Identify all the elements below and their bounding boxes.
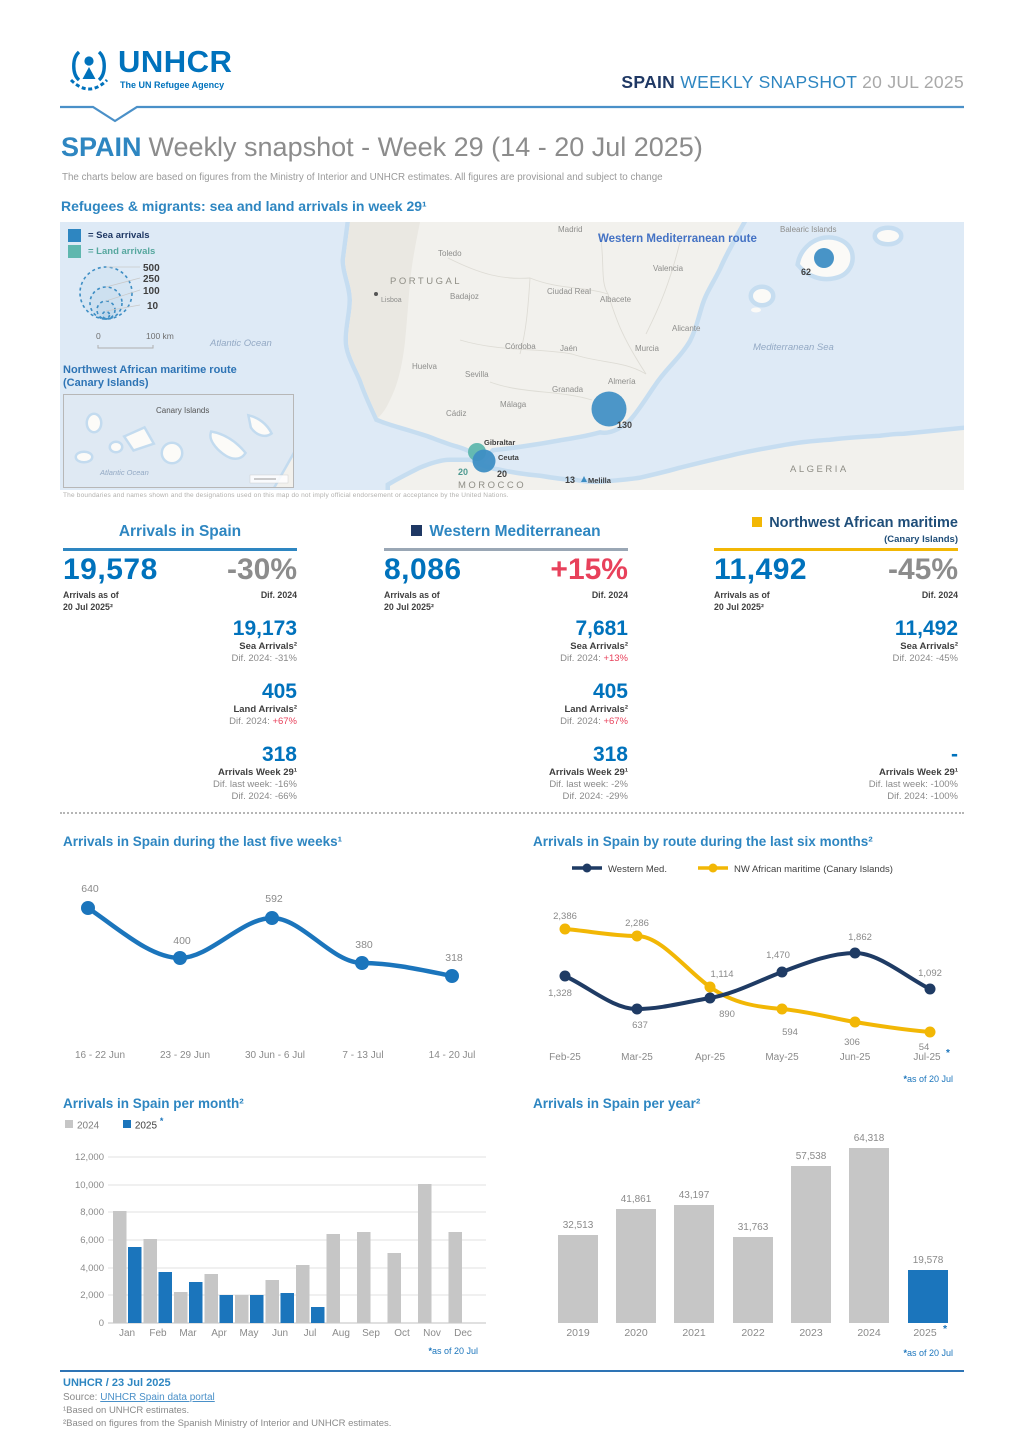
col2-dif-label: Dif. 2024 xyxy=(591,590,628,600)
map-label-badajoz: Badajoz xyxy=(450,292,479,301)
svg-text:10,000: 10,000 xyxy=(74,1180,104,1191)
legend-2024-label: 2024 xyxy=(77,1120,100,1132)
svg-text:1,470: 1,470 xyxy=(766,950,790,961)
map-label-balearic: Balearic Islands xyxy=(780,225,837,234)
col2-week-label: Arrivals Week 29¹ xyxy=(548,767,628,778)
per-year-x-labels xyxy=(566,1323,948,1339)
map-label-malaga: Málaga xyxy=(500,400,527,409)
map-label-melilla: Melilla xyxy=(588,476,611,485)
svg-text:4,000: 4,000 xyxy=(80,1263,104,1274)
col3-rule xyxy=(714,548,958,551)
map-heading: Refugees & migrants: sea and land arrivals in week 29¹ xyxy=(61,198,427,214)
per-month-footnote: *as of 20 Jul xyxy=(428,1346,478,1356)
stats-arrivals-in-spain xyxy=(63,515,297,815)
legend-nw-african: NW African maritime (Canary Islands) xyxy=(734,864,893,875)
map-label-alicante: Alicante xyxy=(672,324,701,333)
land-arrivals-swatch-icon xyxy=(68,245,81,258)
page-title xyxy=(61,132,703,163)
map-label-ciudad-real: Ciudad Real xyxy=(547,287,592,296)
col2-land-value: 405 xyxy=(592,680,628,703)
map-ibiza xyxy=(753,289,771,303)
svg-text:Sep: Sep xyxy=(362,1328,380,1339)
ceuta-land-count: 20 xyxy=(458,467,469,477)
svg-text:Oct: Oct xyxy=(394,1328,410,1339)
svg-text:57,538: 57,538 xyxy=(795,1151,827,1162)
col3-total: 11,492 xyxy=(714,553,808,586)
col2-sea-dif: Dif. 2024: +13% xyxy=(560,653,628,664)
svg-text:6,000: 6,000 xyxy=(80,1235,104,1246)
map-label-murcia: Murcia xyxy=(635,344,660,353)
legend-sea-row xyxy=(68,229,218,242)
col1-week-2024-dif: Dif. 2024: -66% xyxy=(231,791,297,802)
svg-text:41,861: 41,861 xyxy=(620,1194,652,1205)
footer-source xyxy=(63,1392,215,1403)
svg-text:1,114: 1,114 xyxy=(710,969,734,980)
lisboa-dot xyxy=(374,292,378,296)
per-year-chart-title: Arrivals in Spain per year² xyxy=(533,1096,701,1111)
unhcr-logo-tagline: The UN Refugee Agency xyxy=(120,80,225,90)
svg-text:592: 592 xyxy=(265,893,283,905)
svg-text:2,000: 2,000 xyxy=(80,1290,104,1301)
svg-text:2023: 2023 xyxy=(799,1327,823,1339)
svg-text:54: 54 xyxy=(918,1042,930,1053)
land-arrivals-label: = Land arrivals xyxy=(88,246,156,257)
svg-text:Apr: Apr xyxy=(211,1328,227,1339)
map-label-cadiz: Cádiz xyxy=(446,409,467,418)
legend-2025-asterisk: * xyxy=(159,1116,164,1126)
col2-asof-2: 20 Jul 2025² xyxy=(384,601,434,612)
svg-text:Aug: Aug xyxy=(332,1328,350,1339)
svg-text:32,513: 32,513 xyxy=(562,1220,594,1231)
legend-size-10: 10 xyxy=(147,301,159,312)
col3-substats xyxy=(714,618,958,803)
col1-sea-block xyxy=(63,618,297,665)
western-med-labels xyxy=(548,932,942,1031)
col1-substats xyxy=(63,618,297,803)
scale-bar-icon xyxy=(98,345,153,348)
col1-land-value: 405 xyxy=(261,680,297,703)
legend-size-500: 500 xyxy=(143,263,160,274)
svg-text:Mar-25: Mar-25 xyxy=(621,1052,653,1063)
five-weeks-chart-title: Arrivals in Spain during the last five weeks¹ xyxy=(63,834,343,849)
svg-text:14 - 20 Jul: 14 - 20 Jul xyxy=(428,1050,476,1061)
banner-label: WEEKLY SNAPSHOT xyxy=(680,72,857,92)
svg-text:43,197: 43,197 xyxy=(678,1190,710,1201)
svg-text:19,578: 19,578 xyxy=(912,1255,944,1266)
map-label-albacete: Albacete xyxy=(600,295,632,304)
svg-text:Feb-25: Feb-25 xyxy=(549,1052,581,1063)
bar-2025 xyxy=(908,1270,948,1323)
map-label-lisboa: Lisboa xyxy=(381,297,402,304)
col2-week-lastweek-dif: Dif. last week: -2% xyxy=(549,779,628,790)
col1-asof-1: Arrivals as of xyxy=(63,590,119,600)
col2-substats xyxy=(384,618,628,803)
balearic-sea-count: 62 xyxy=(801,267,812,277)
col3-week-label: Arrivals Week 29¹ xyxy=(878,767,958,778)
jul25-asterisk: * xyxy=(946,1048,950,1059)
map-label-algeria: ALGERIA xyxy=(790,464,849,475)
col2-sea-block xyxy=(384,618,628,665)
col2-dif: +15% xyxy=(550,553,628,586)
svg-text:Nov: Nov xyxy=(423,1328,441,1339)
svg-text:640: 640 xyxy=(81,883,99,895)
footer-source-link[interactable]: UNHCR Spain data portal xyxy=(100,1392,215,1403)
svg-text:0: 0 xyxy=(98,1318,104,1329)
map-label-atlantic: Atlantic Ocean xyxy=(210,338,272,349)
nw-african-line xyxy=(565,929,930,1032)
ceuta-sea-circle xyxy=(473,450,496,473)
col1-sea-dif: Dif. 2024: -31% xyxy=(231,653,297,664)
svg-text:Feb: Feb xyxy=(149,1328,167,1339)
six-months-line-chart xyxy=(530,856,970,1091)
col1-total-label xyxy=(63,590,119,613)
map-label-western-med-route: Western Mediterranean route xyxy=(598,233,757,245)
banner-date: 20 JUL 2025 xyxy=(862,72,964,92)
svg-text:Jun: Jun xyxy=(271,1328,289,1339)
svg-text:8,000: 8,000 xyxy=(80,1207,104,1218)
col3-dif-label: Dif. 2024 xyxy=(921,590,958,600)
col2-land-label: Land Arrivals² xyxy=(564,704,628,715)
map-label-valencia: Valencia xyxy=(653,264,684,273)
per-month-bar-chart xyxy=(60,1128,490,1363)
col1-week-value: 318 xyxy=(261,743,297,766)
unhcr-logo-wordmark: UNHCR xyxy=(118,44,233,79)
stats-nw-african-maritime xyxy=(714,515,958,815)
col2-week-2024-dif: Dif. 2024: -29% xyxy=(562,791,628,802)
scale-end: 100 km xyxy=(146,331,174,341)
svg-text:7 - 13 Jul: 7 - 13 Jul xyxy=(342,1050,384,1061)
per-month-x-labels xyxy=(119,1328,472,1339)
bars-years xyxy=(558,1148,948,1323)
col3-asof-1: Arrivals as of xyxy=(714,590,770,600)
svg-text:1,092: 1,092 xyxy=(918,968,942,979)
legend-size-250: 250 xyxy=(143,274,160,285)
footer-org-date: UNHCR / 23 Jul 2025 xyxy=(63,1377,171,1389)
svg-text:2021: 2021 xyxy=(682,1327,706,1339)
page-title-rest: Weekly snapshot - Week 29 (14 - 20 Jul 2025) xyxy=(148,132,703,162)
inset-heading-line2: (Canary Islands) xyxy=(63,377,149,389)
six-months-footnote: *as of 20 Jul xyxy=(903,1074,953,1084)
inset-label-atlantic: Atlantic Ocean xyxy=(100,468,149,477)
balearic-sea-circle xyxy=(814,248,834,268)
col3-dif: -45% xyxy=(887,553,958,586)
svg-text:31,763: 31,763 xyxy=(737,1222,769,1233)
col2-total-label xyxy=(384,590,440,613)
col3-sea-block xyxy=(714,618,958,665)
svg-text:Jun-25: Jun-25 xyxy=(839,1052,871,1063)
stats-western-mediterranean xyxy=(384,515,628,815)
sea-arrivals-label: = Sea arrivals xyxy=(88,230,150,241)
header-rule xyxy=(60,104,964,126)
col1-week-lastweek-dif: Dif. last week: -16% xyxy=(213,779,297,790)
scale-zero: 0 xyxy=(96,331,101,341)
col2-week-value: 318 xyxy=(592,743,628,766)
map-label-sevilla: Sevilla xyxy=(465,370,489,379)
col3-week-value: - xyxy=(951,743,958,766)
svg-text:2019: 2019 xyxy=(566,1327,590,1339)
nw-african-swatch-icon xyxy=(752,517,762,527)
nw-african-points xyxy=(560,924,936,1038)
header-banner xyxy=(621,72,964,93)
col3-subtitle: (Canary Islands) xyxy=(884,534,958,545)
svg-text:Apr-25: Apr-25 xyxy=(694,1052,726,1063)
arrivals-map xyxy=(60,222,964,490)
map-label-morocco: MOROCCO xyxy=(458,480,527,490)
per-month-y-labels xyxy=(75,1152,104,1329)
map-label-ceuta: Ceuta xyxy=(498,453,519,462)
svg-text:306: 306 xyxy=(844,1037,860,1048)
svg-text:380: 380 xyxy=(355,939,373,951)
col2-week-block xyxy=(384,744,628,803)
map-label-portugal: PORTUGAL xyxy=(390,276,463,287)
six-months-legend xyxy=(572,864,893,876)
six-months-chart-title: Arrivals in Spain by route during the last six months² xyxy=(533,834,873,849)
col2-asof-1: Arrivals as of xyxy=(384,590,440,600)
col1-week-label: Arrivals Week 29¹ xyxy=(217,767,297,778)
melilla-count: 13 xyxy=(565,475,576,485)
col2-land-dif: Dif. 2024: +67% xyxy=(560,716,628,727)
page-subtitle: The charts below are based on figures from the Ministry of Interior and UNHCR estimates. All figures are provisional and subject to change xyxy=(62,172,663,183)
section-divider xyxy=(60,812,964,814)
inset-heading xyxy=(63,364,237,390)
svg-text:Jan: Jan xyxy=(118,1328,136,1339)
western-med-swatch-icon xyxy=(411,525,422,536)
per-year-bar-chart xyxy=(530,1128,970,1363)
map-label-gibraltar: Gibraltar xyxy=(484,438,516,447)
map-label-madrid: Madrid xyxy=(558,225,583,234)
footer-rule xyxy=(60,1370,964,1372)
svg-text:2,286: 2,286 xyxy=(625,918,649,929)
map-label-mediterranean: Mediterranean Sea xyxy=(753,342,834,353)
col3-week-lastweek-dif: Dif. last week: -100% xyxy=(868,779,958,790)
svg-text:Jul-25: Jul-25 xyxy=(913,1052,941,1063)
map-label-cordoba: Córdoba xyxy=(505,342,536,351)
col3-sea-value: 11,492 xyxy=(894,617,958,640)
svg-text:Dec: Dec xyxy=(454,1328,472,1339)
canary-islands-inset xyxy=(63,394,294,488)
col2-land-block xyxy=(384,681,628,728)
svg-text:2020: 2020 xyxy=(624,1327,648,1339)
map-label-granada: Granada xyxy=(552,385,584,394)
legend-size-scale xyxy=(68,261,218,351)
col2-rule xyxy=(384,548,628,551)
svg-text:318: 318 xyxy=(445,952,463,964)
footer-source-label: Source: xyxy=(63,1392,101,1403)
per-month-chart-title: Arrivals in Spain per month² xyxy=(63,1096,244,1111)
map-label-huelva: Huelva xyxy=(412,362,437,371)
map-attribution: The boundaries and names shown and the designations used on this map do not imply official endorsement or acceptance by the United Nations. xyxy=(63,492,509,499)
inset-label-canary: Canary Islands xyxy=(156,406,210,415)
col1-sea-label: Sea Arrivals² xyxy=(239,641,297,652)
svg-text:2024: 2024 xyxy=(857,1327,881,1339)
svg-text:Jul: Jul xyxy=(303,1328,317,1339)
page-title-country: SPAIN xyxy=(61,132,142,162)
svg-text:890: 890 xyxy=(719,1009,735,1020)
col3-week-block xyxy=(714,744,958,803)
svg-text:2025: 2025 xyxy=(913,1327,937,1339)
col3-title: Northwest African maritime xyxy=(714,515,958,531)
col1-land-block xyxy=(63,681,297,728)
legend-western-med: Western Med. xyxy=(608,864,667,875)
map-label-almeria: Almería xyxy=(608,377,636,386)
legend-land-row xyxy=(68,245,218,258)
map-menorca xyxy=(877,230,899,242)
svg-text:30 Jun - 6 Jul: 30 Jun - 6 Jul xyxy=(244,1050,306,1061)
five-weeks-line-chart xyxy=(60,856,500,1066)
svg-text:12,000: 12,000 xyxy=(74,1152,104,1163)
col2-sea-value: 7,681 xyxy=(575,617,628,640)
ceuta-sea-count: 20 xyxy=(497,469,508,479)
almeria-sea-count: 130 xyxy=(617,420,633,430)
col3-spacer xyxy=(714,681,958,744)
col1-week-block xyxy=(63,744,297,803)
col1-asof-2: 20 Jul 2025² xyxy=(63,601,113,612)
col2-total: 8,086 xyxy=(384,553,462,586)
legend-2025-label: 2025 xyxy=(134,1120,158,1132)
svg-text:2,386: 2,386 xyxy=(553,911,577,922)
col1-dif-label: Dif. 2024 xyxy=(260,590,297,600)
five-weeks-x-labels xyxy=(75,1050,475,1061)
svg-text:May: May xyxy=(239,1328,259,1339)
svg-text:1,862: 1,862 xyxy=(848,932,872,943)
six-months-x-labels xyxy=(549,1048,950,1063)
col1-rule xyxy=(63,548,297,551)
col1-land-label: Land Arrivals² xyxy=(233,704,297,715)
col2-title: Western Mediterranean xyxy=(384,523,628,541)
col2-sea-label: Sea Arrivals² xyxy=(570,641,628,652)
svg-text:64,318: 64,318 xyxy=(853,1133,885,1144)
footer-note-1: ¹Based on UNHCR estimates. xyxy=(63,1405,190,1416)
col1-total: 19,578 xyxy=(63,553,158,586)
bars-2025 xyxy=(128,1247,325,1323)
map-label-jaen: Jaén xyxy=(560,344,578,353)
svg-text:16 - 22 Jun: 16 - 22 Jun xyxy=(74,1050,126,1061)
svg-text:594: 594 xyxy=(782,1027,798,1038)
inset-heading-line1: Northwest African maritime route xyxy=(63,364,237,376)
col1-land-dif: Dif. 2024: +67% xyxy=(229,716,297,727)
col1-title: Arrivals in Spain xyxy=(118,523,242,540)
svg-text:Mar: Mar xyxy=(179,1328,197,1339)
sea-arrivals-swatch-icon xyxy=(68,229,81,242)
svg-text:400: 400 xyxy=(173,935,191,947)
col3-week-2024-dif: Dif. 2024: -100% xyxy=(887,791,958,802)
per-year-footnote: *as of 20 Jul xyxy=(903,1348,953,1358)
map-legend xyxy=(68,226,218,356)
banner-country: SPAIN xyxy=(621,72,676,92)
map-label-toledo: Toledo xyxy=(438,249,462,258)
footer-note-2: ²Based on figures from the Spanish Ministry of Interior and UNHCR estimates. xyxy=(63,1418,392,1429)
svg-text:23 - 29 Jun: 23 - 29 Jun xyxy=(159,1050,211,1061)
col3-sea-label: Sea Arrivals² xyxy=(900,641,958,652)
unhcr-logo-icon xyxy=(63,44,115,107)
legend-size-100: 100 xyxy=(143,286,160,297)
western-med-line xyxy=(565,953,930,1009)
col3-sea-dif: Dif. 2024: -45% xyxy=(892,653,958,664)
col3-asof-2: 20 Jul 2025² xyxy=(714,601,764,612)
svg-text:2022: 2022 xyxy=(741,1327,765,1339)
svg-text:May-25: May-25 xyxy=(765,1052,799,1063)
col1-dif: -30% xyxy=(226,553,297,586)
svg-text:637: 637 xyxy=(632,1020,648,1031)
col1-sea-value: 19,173 xyxy=(232,617,297,640)
col3-total-label xyxy=(714,590,770,613)
year-2025-asterisk: * xyxy=(942,1323,948,1335)
map-formentera xyxy=(751,308,761,313)
svg-text:1,328: 1,328 xyxy=(548,988,572,999)
